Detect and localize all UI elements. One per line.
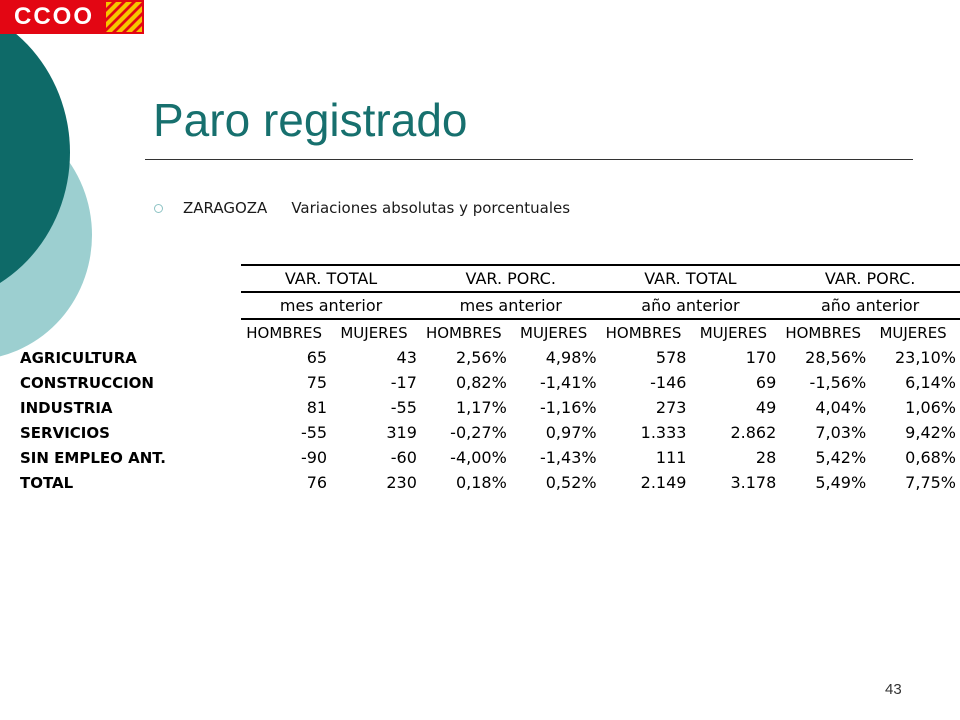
bullet-circle-icon [154, 204, 163, 213]
row-label: AGRICULTURA [20, 348, 137, 367]
aragon-flag-icon [106, 2, 142, 32]
table-cell: 111 [655, 448, 687, 467]
table-cell: -60 [390, 448, 417, 467]
table-cell: 170 [745, 348, 777, 367]
page-title: Paro registrado [153, 94, 468, 146]
group-header: VAR. PORC. [780, 265, 960, 292]
column-header: MUJERES [699, 323, 767, 342]
table-cell: 6,14% [905, 373, 956, 392]
table-row [20, 370, 960, 395]
subgroup-header: mes anterior [241, 292, 421, 319]
table-cell: 578 [655, 348, 687, 367]
table-cell: -1,56% [809, 373, 867, 392]
table-cell: -1,43% [539, 448, 597, 467]
table-cell: 273 [655, 398, 687, 417]
table-cell: 7,03% [815, 423, 867, 442]
page-number: 43 [885, 681, 902, 698]
table-cell: 230 [386, 473, 417, 492]
column-header: HOMBRES [425, 323, 502, 342]
column-header: HOMBRES [246, 323, 323, 342]
logo-text: CCOO [2, 2, 106, 32]
table-cell: 2,56% [455, 348, 507, 367]
column-header: HOMBRES [605, 323, 682, 342]
column-header: MUJERES [520, 323, 588, 342]
column-header: MUJERES [879, 323, 947, 342]
table-cell: 1,17% [455, 398, 507, 417]
row-label: TOTAL [20, 473, 74, 492]
row-label: INDUSTRIA [20, 398, 113, 417]
subgroup-header: año anterior [601, 292, 781, 319]
table-cell: 0,97% [545, 423, 597, 442]
title-divider [145, 159, 913, 160]
column-header: HOMBRES [785, 323, 862, 342]
table-row [20, 395, 960, 420]
table-cell: 76 [306, 473, 328, 492]
bullet-text: Variaciones absolutas y porcentuales [291, 199, 571, 217]
table-cell: 65 [306, 348, 328, 367]
table-cell: 5,42% [815, 448, 867, 467]
table-cell: 9,42% [905, 423, 956, 442]
bullet-location: ZARAGOZA [183, 199, 268, 217]
table-cell: 2.862 [730, 423, 777, 442]
table-row [20, 445, 960, 470]
table-cell: 5,49% [815, 473, 867, 492]
table-cell: 0,68% [905, 448, 956, 467]
table-cell: -55 [390, 398, 417, 417]
column-header: MUJERES [340, 323, 408, 342]
table-cell: 0,52% [545, 473, 597, 492]
subtitle-bullet [154, 199, 570, 217]
table-cell: 7,75% [905, 473, 956, 492]
table-cell: 0,82% [455, 373, 507, 392]
table-cell: 49 [755, 398, 777, 417]
row-label: SIN EMPLEO ANT. [20, 448, 166, 467]
table-cell: -146 [650, 373, 687, 392]
table-cell: 75 [306, 373, 328, 392]
subgroup-header: mes anterior [421, 292, 601, 319]
table-cell: 3.178 [730, 473, 777, 492]
table-cell: -90 [300, 448, 328, 467]
table-cell: 69 [755, 373, 777, 392]
table-subgroup-header [20, 292, 960, 319]
table-group-header [20, 265, 960, 292]
table-cell: -17 [390, 373, 417, 392]
table-cell: 1.333 [640, 423, 687, 442]
table-cell: -0,27% [450, 423, 507, 442]
table-cell: 4,04% [815, 398, 867, 417]
row-label: SERVICIOS [20, 423, 110, 442]
table-cell: -1,41% [539, 373, 597, 392]
table-column-header [20, 319, 960, 345]
table-cell: -55 [300, 423, 328, 442]
table-cell: 28,56% [805, 348, 867, 367]
unemployment-table [20, 264, 960, 495]
table-cell: 319 [386, 423, 417, 442]
group-header: VAR. PORC. [421, 265, 601, 292]
table-row [20, 345, 960, 370]
table-cell: -1,16% [539, 398, 597, 417]
table-cell: 28 [755, 448, 777, 467]
table-row [20, 470, 960, 495]
group-header: VAR. TOTAL [241, 265, 421, 292]
table-cell: 2.149 [640, 473, 687, 492]
group-header: VAR. TOTAL [601, 265, 781, 292]
table-cell: 43 [396, 348, 417, 367]
table-row [20, 420, 960, 445]
table-cell: 1,06% [905, 398, 956, 417]
table-cell: -4,00% [450, 448, 507, 467]
ccoo-logo [0, 0, 144, 34]
table-cell: 0,18% [455, 473, 507, 492]
table-cell: 23,10% [894, 348, 956, 367]
table-cell: 4,98% [545, 348, 597, 367]
subgroup-header: año anterior [780, 292, 960, 319]
table-cell: 81 [306, 398, 328, 417]
row-label: CONSTRUCCION [20, 373, 154, 392]
